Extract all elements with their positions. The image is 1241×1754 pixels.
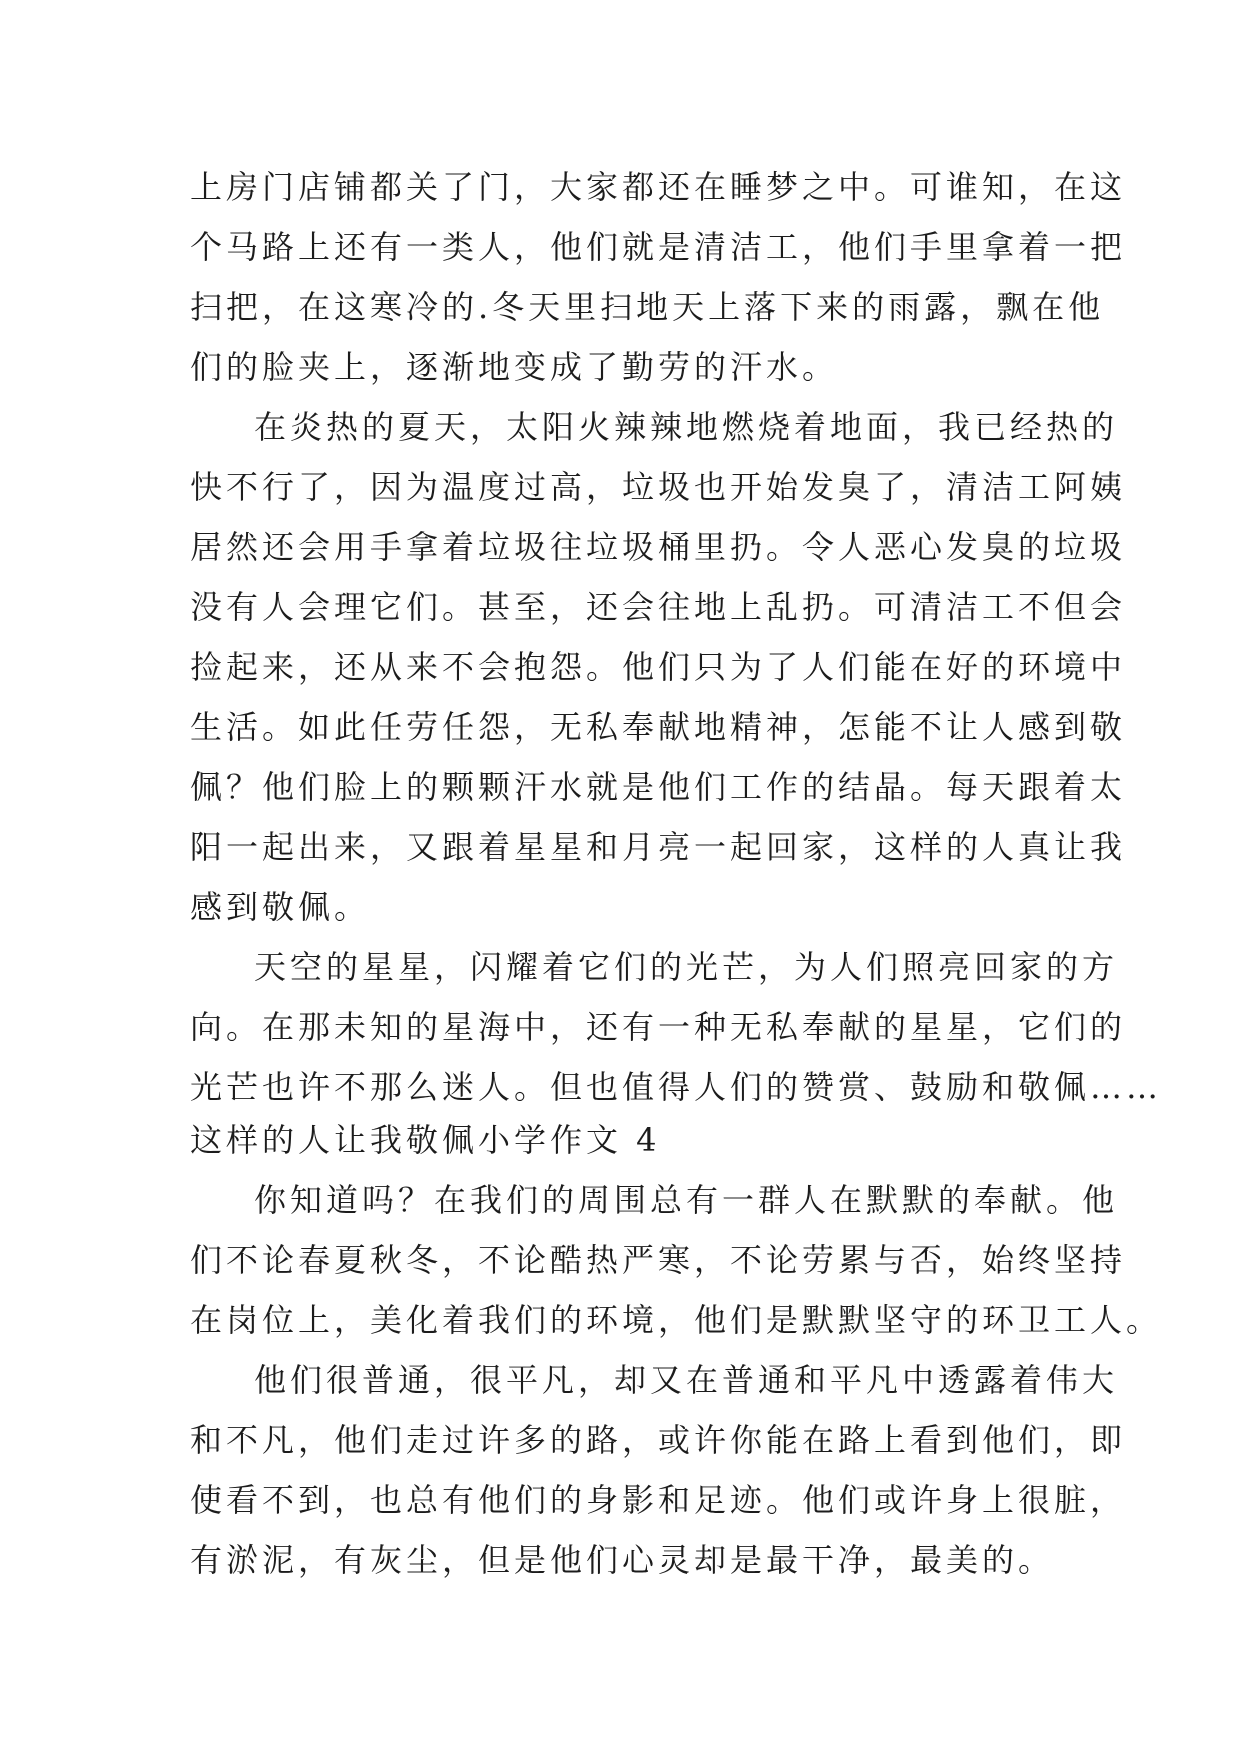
- paragraph-line: 和不凡，他们走过许多的路，或许你能在路上看到他们，即: [190, 1421, 1127, 1459]
- paragraph-line: 们的脸夹上，逐渐地变成了勤劳的汗水。: [190, 348, 839, 386]
- paragraph-line: 天空的星星，闪耀着它们的光芒，为人们照亮回家的方: [254, 948, 1119, 986]
- paragraph-line: 个马路上还有一类人，他们就是清洁工，他们手里拿着一把: [190, 228, 1127, 266]
- section-heading: 这样的人让我敬佩小学作文 4: [190, 1121, 661, 1159]
- paragraph-line: 佩？他们脸上的颗颗汗水就是他们工作的结晶。每天跟着太: [190, 768, 1127, 806]
- paragraph-line: 感到敬佩。: [190, 888, 371, 926]
- paragraph-line: 有淤泥，有灰尘，但是他们心灵却是最干净，最美的。: [190, 1541, 1055, 1579]
- paragraph-line: 他们很普通，很平凡，却又在普通和平凡中透露着伟大: [254, 1361, 1119, 1399]
- paragraph-line: 阳一起出来，又跟着星星和月亮一起回家，这样的人真让我: [190, 828, 1127, 866]
- paragraph-line: 居然还会用手拿着垃圾往垃圾桶里扔。令人恶心发臭的垃圾: [190, 528, 1127, 566]
- paragraph-line: 你知道吗？在我们的周围总有一群人在默默的奉献。他: [254, 1181, 1119, 1219]
- paragraph-line: 快不行了，因为温度过高，垃圾也开始发臭了，清洁工阿姨: [190, 468, 1127, 506]
- paragraph-line: 们不论春夏秋冬，不论酷热严寒，不论劳累与否，始终坚持: [190, 1241, 1127, 1279]
- paragraph-line: 使看不到，也总有他们的身影和足迹。他们或许身上很脏，: [190, 1481, 1127, 1519]
- paragraph-line: 捡起来，还从来不会抱怨。他们只为了人们能在好的环境中: [190, 648, 1127, 686]
- paragraph-line: 向。在那未知的星海中，还有一种无私奉献的星星，它们的: [190, 1008, 1127, 1046]
- paragraph-line: 扫把，在这寒冷的.冬天里扫地天上落下来的雨露，飘在他: [190, 288, 1105, 326]
- paragraph-line: 在炎热的夏天，太阳火辣辣地燃烧着地面，我已经热的: [254, 408, 1119, 446]
- paragraph-line: 在岗位上，美化着我们的环境，他们是默默坚守的环卫工人。: [190, 1301, 1163, 1339]
- paragraph-line: 没有人会理它们。甚至，还会往地上乱扔。可清洁工不但会: [190, 588, 1127, 626]
- paragraph-line: 生活。如此任劳任怨，无私奉献地精神，怎能不让人感到敬: [190, 708, 1127, 746]
- paragraph-line: 光芒也许不那么迷人。但也值得人们的赞赏、鼓励和敬佩……: [190, 1068, 1163, 1106]
- paragraph-line: 上房门店铺都关了门，大家都还在睡梦之中。可谁知，在这: [190, 168, 1127, 206]
